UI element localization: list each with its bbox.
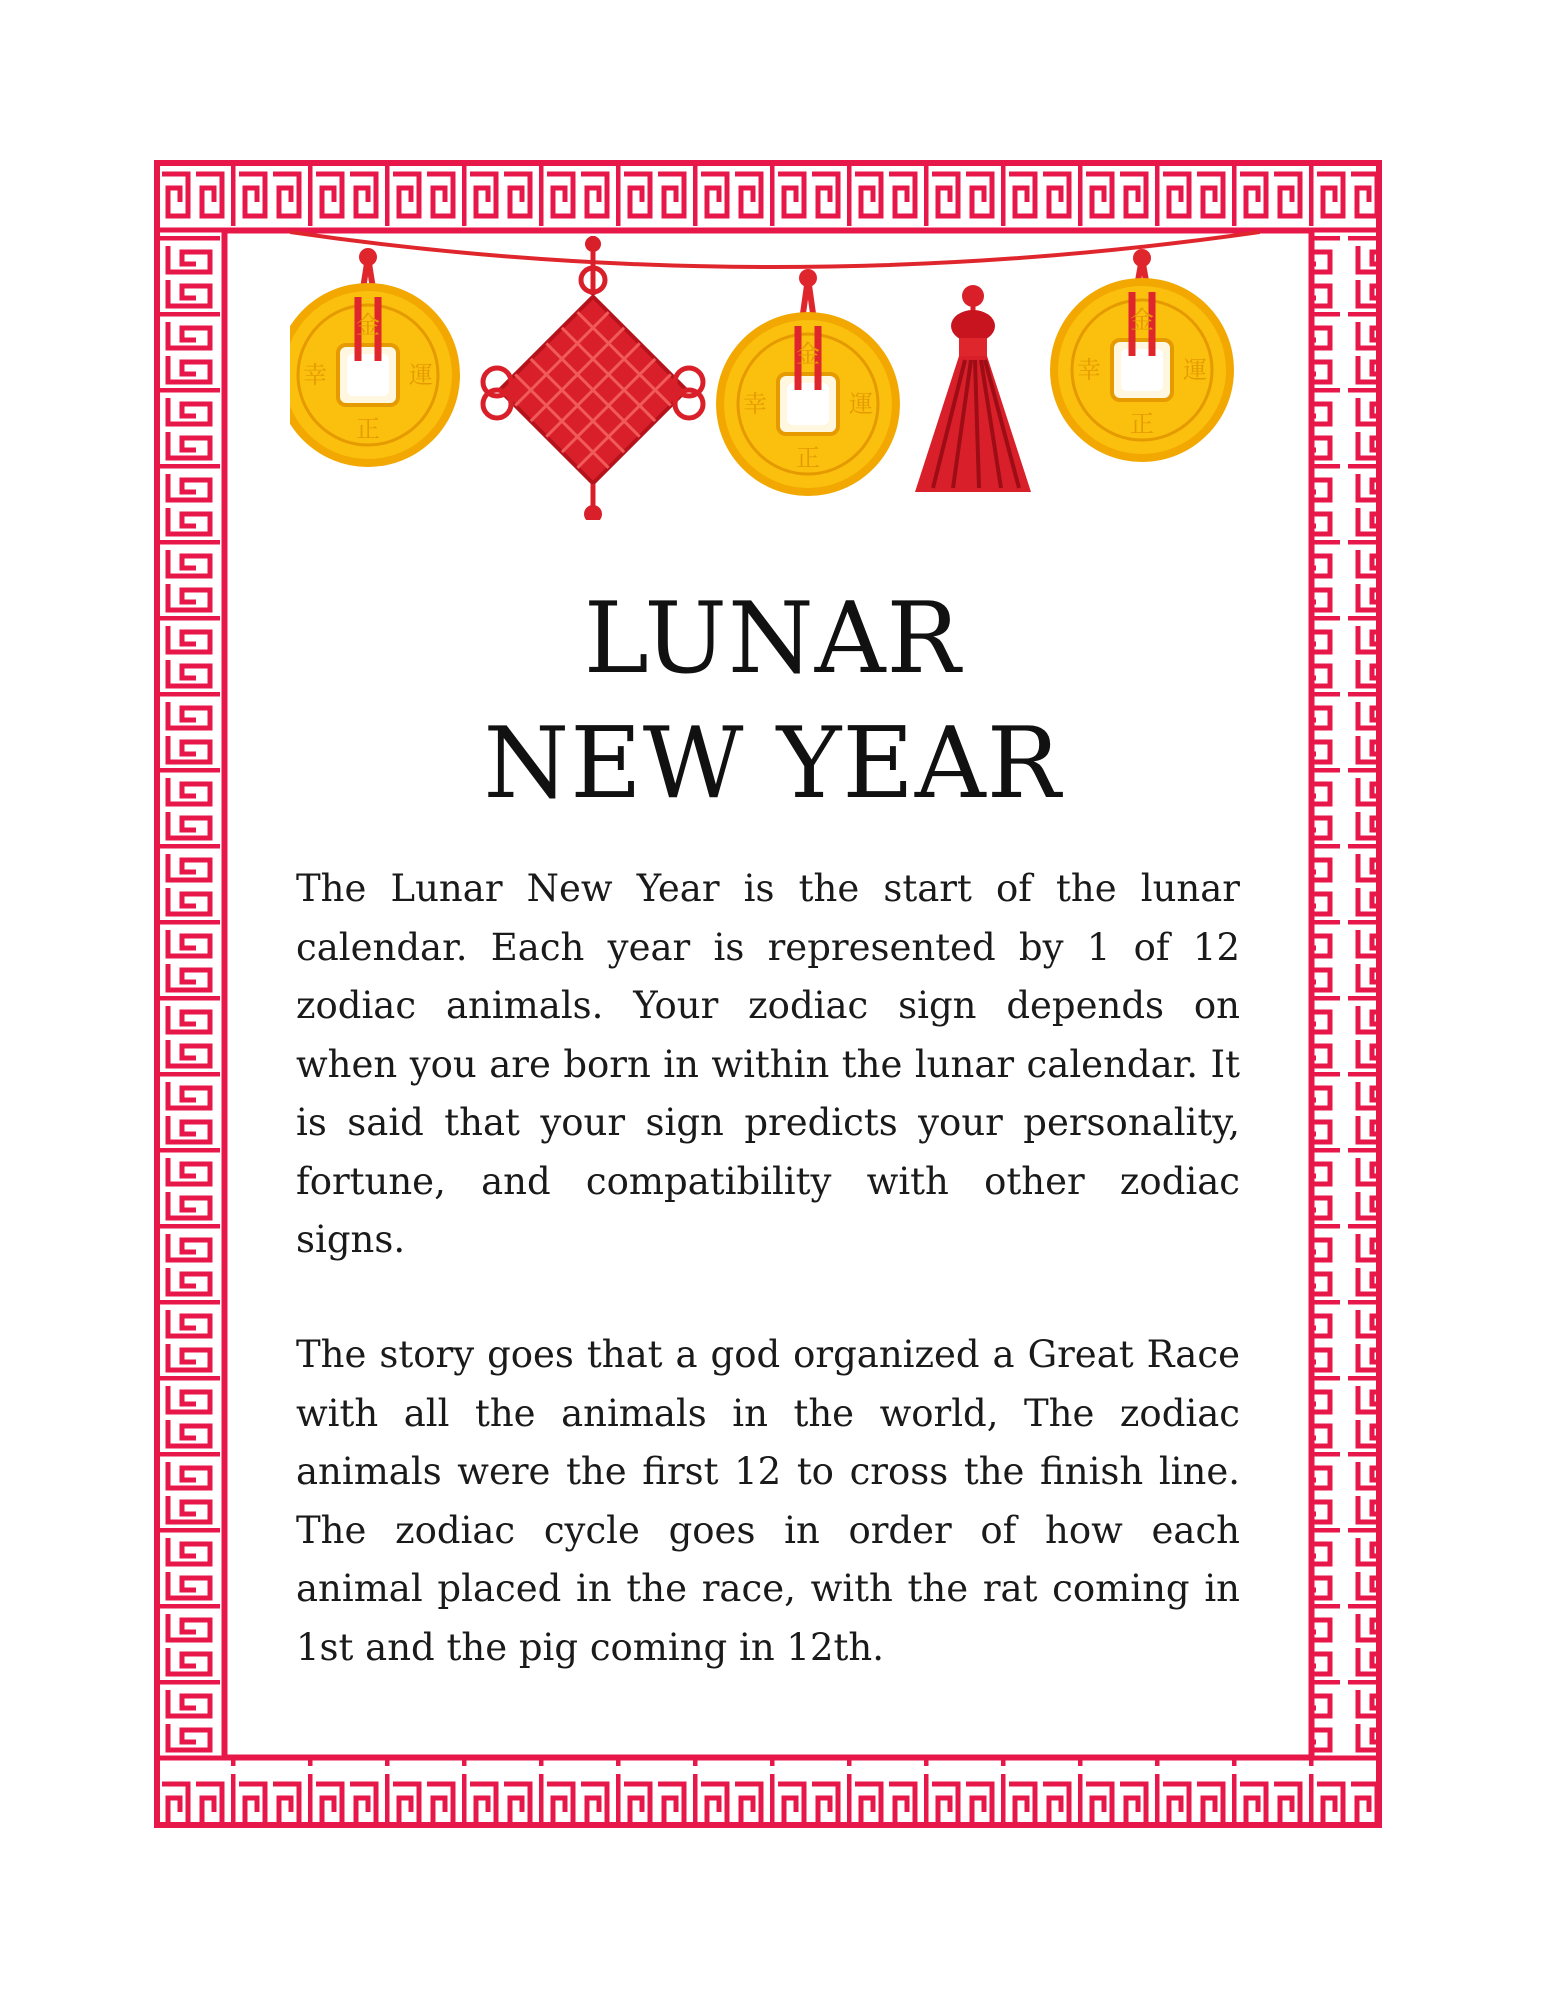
- svg-text:幸: 幸: [1077, 356, 1101, 384]
- lucky-coin-3-icon: [1050, 249, 1234, 462]
- lucky-coin-2-icon: [716, 269, 900, 496]
- svg-text:正: 正: [356, 415, 380, 443]
- intro-paragraph: The Lunar New Year is the start of the lunar calendar. Each year is represented by 1 of 12 zodiac animals. Your zodiac sign depends on when you are born in within the lunar calendar. It is said that your sign predicts your personality, fortune, and compatibility with other zodiac signs.: [296, 867, 1240, 1261]
- red-tassel-icon: [915, 285, 1031, 492]
- lucky-coin-1-icon: [290, 248, 460, 467]
- chinese-knot-icon: [483, 236, 703, 520]
- page-title-line-1: LUNAR: [583, 582, 962, 696]
- svg-text:運: 運: [1183, 356, 1207, 384]
- svg-text:金: 金: [1130, 306, 1154, 334]
- svg-text:運: 運: [849, 390, 873, 418]
- svg-text:運: 運: [409, 361, 433, 389]
- great-race-paragraph: The story goes that a god organized a Great Race with all the animals in the world, The zodiac animals were the first 12 to cross the finish line. The zodiac cycle goes in order of how each animal placed in the race, with the rat coming in 1st and the pig coming in 12th.: [296, 1333, 1240, 1669]
- svg-text:幸: 幸: [303, 361, 327, 389]
- svg-text:正: 正: [796, 444, 820, 472]
- page-title-line-2: NEW YEAR: [483, 707, 1062, 821]
- svg-text:幸: 幸: [743, 390, 767, 418]
- svg-text:正: 正: [1130, 410, 1154, 438]
- svg-text:金: 金: [356, 311, 380, 339]
- hanging-ornaments: [290, 230, 1260, 520]
- hanging-string: [290, 232, 1260, 267]
- svg-text:金: 金: [796, 340, 820, 368]
